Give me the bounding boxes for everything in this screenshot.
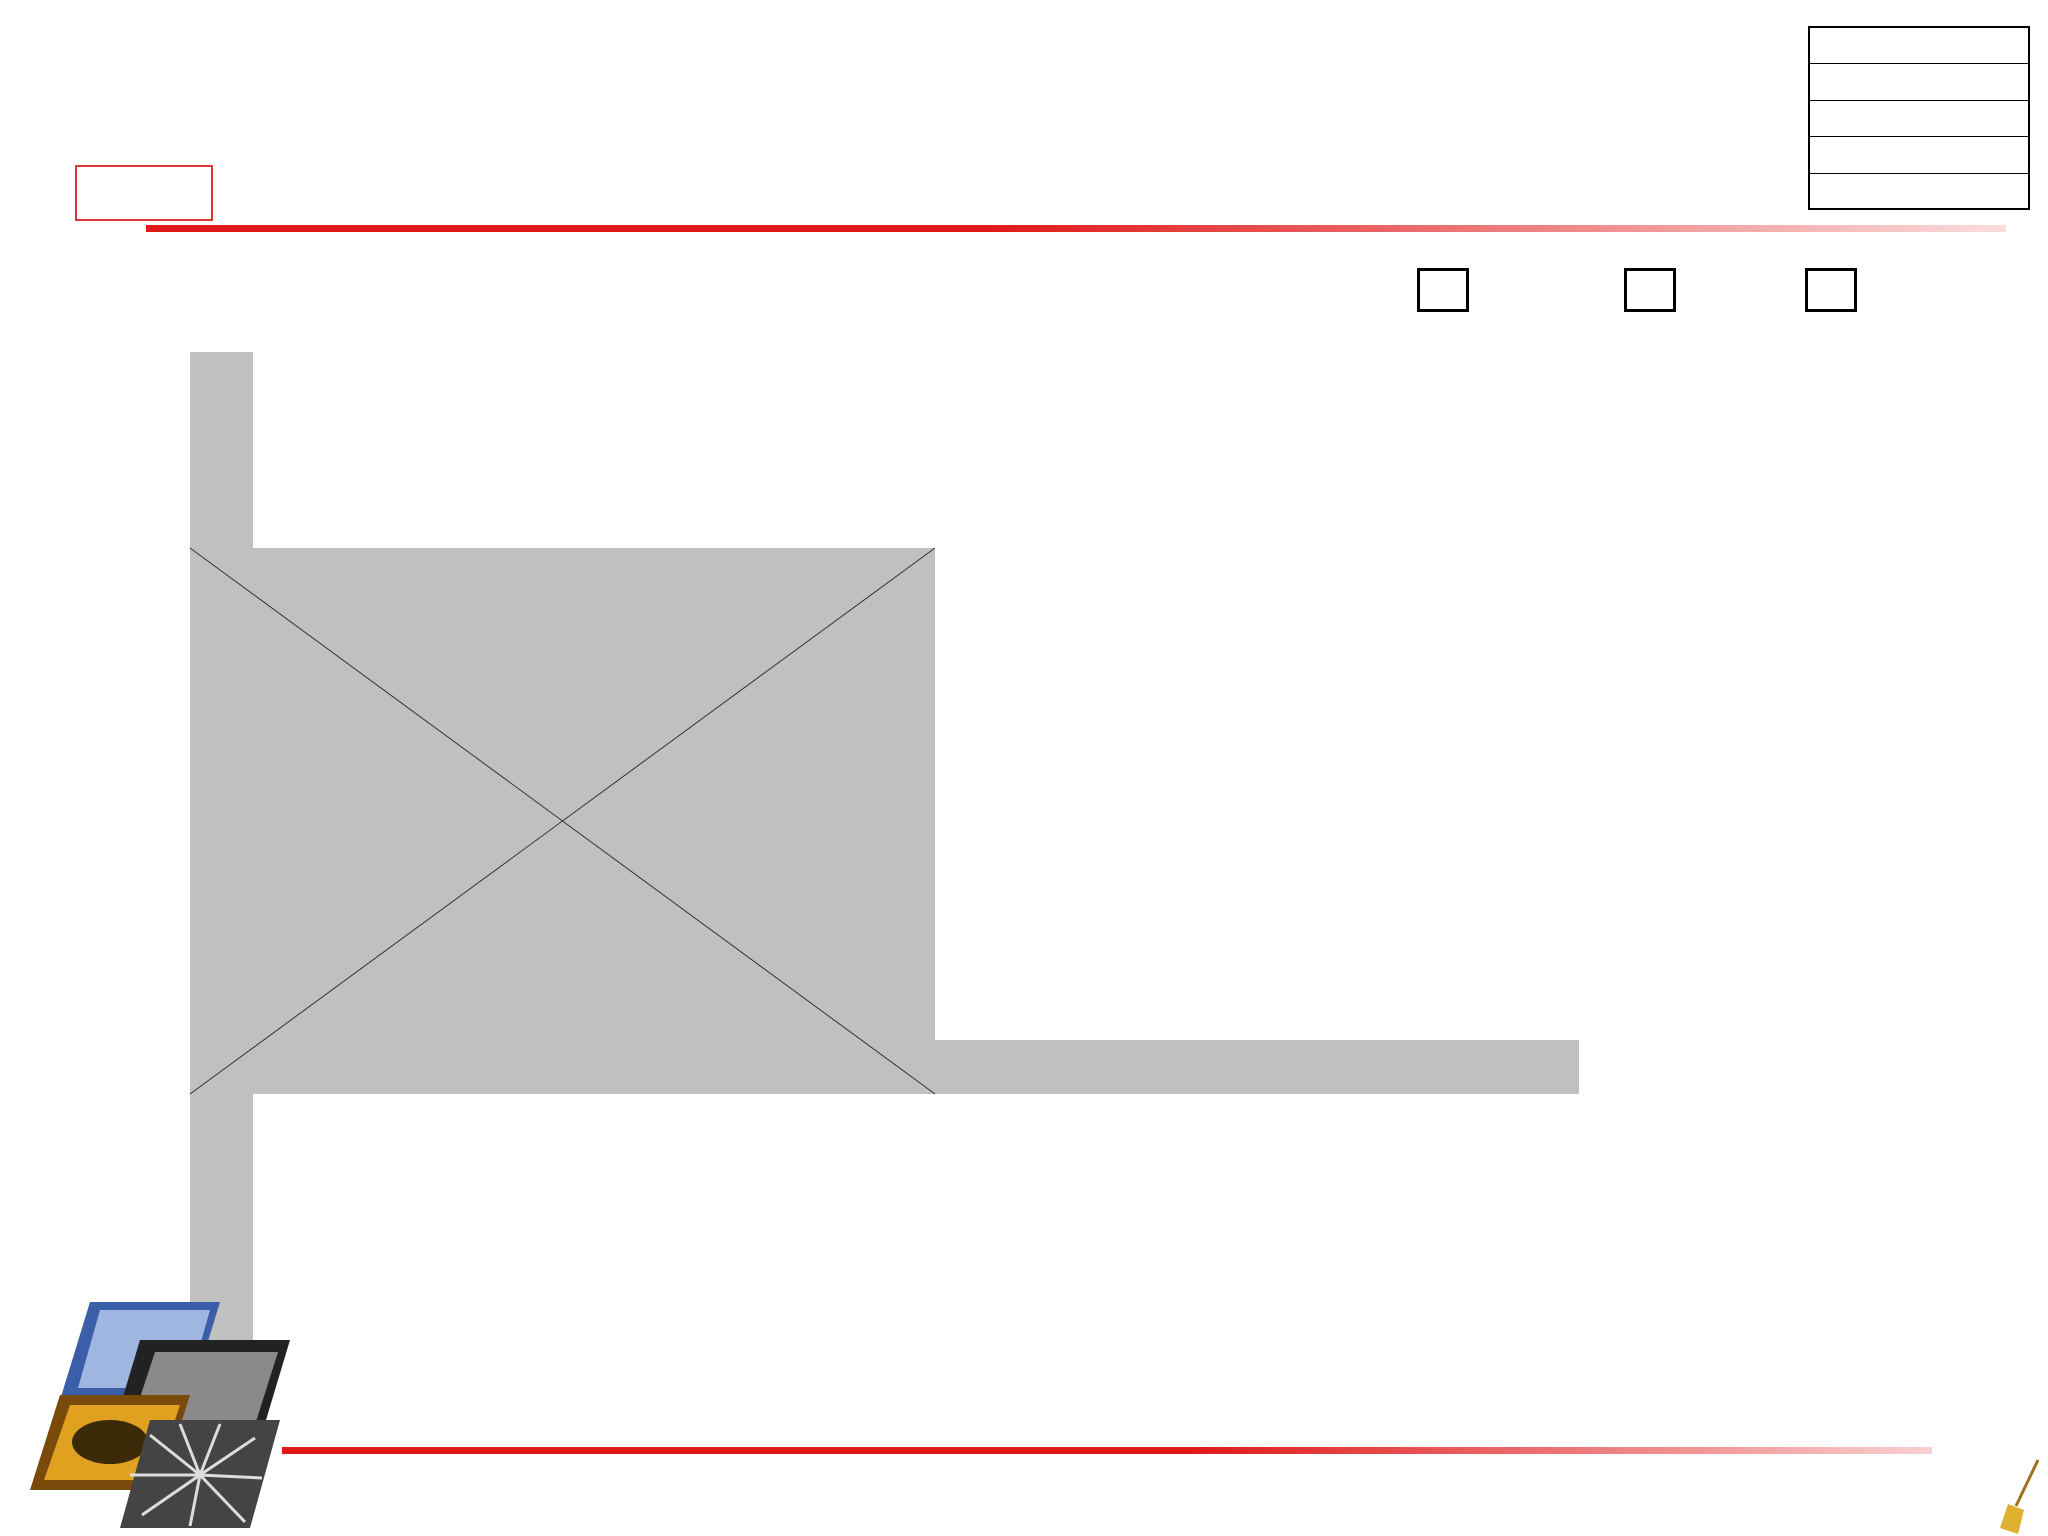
footer-divider [282,1447,1932,1454]
objective-num-column [190,352,253,548]
indicator-benefit-band [935,1040,1579,1094]
operations-photo-collage [30,1300,300,1530]
broom-icon [2000,1458,2048,1536]
